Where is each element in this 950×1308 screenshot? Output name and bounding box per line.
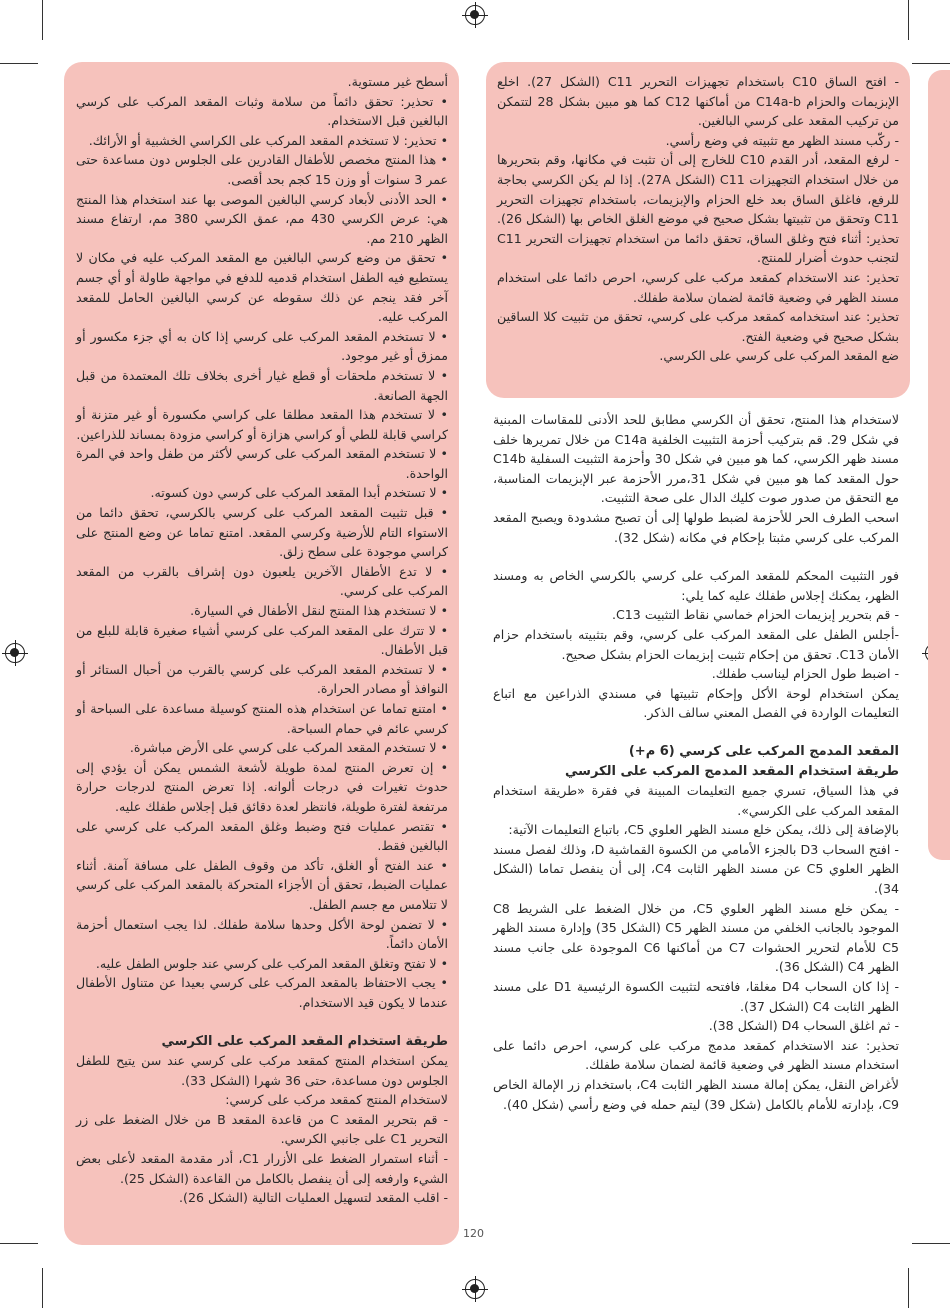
paragraph: يمكن استخدام لوحة الأكل وإحكام تثبيتها في مسندي الذراعين مع اتباع التعليمات الواردة في الفصل المعني سالف الذكر. (493, 685, 899, 721)
paragraph: ضع المقعد المركب على كرسي على الكرسي. (659, 348, 899, 364)
warning-item: • لا تستخدم المقعد المركب على كرسي على الأرض مباشرة. (129, 740, 448, 756)
warning-item: • لا تستخدم المقعد المركب على كرسي بالقرب من أحبال الستائر أو النوافذ أو مصادر الحرارة. (76, 661, 448, 697)
step-item: - لرفع المقعد، أدر القدم C10 للخارج إلى أن تثبت في مكانها، وقم بتحريرها من خلال استخدام التجهيزات C11 (الشكل 27A). إذا لم يكن الكرسي بحاجة للرفع، فاغلق الساق بعد خلع الحزام والإبزيمات، باستخدام تجهيزات التحرير C11 وتحقق من تثبيتها بشكل صحيح في موضع الغلق الخاص بها (الشكل 26). (497, 152, 899, 227)
crop-mark (0, 1243, 38, 1244)
warning-item: • يجب الاحتفاظ بالمقعد المركب على كرسي بعيدا عن متناول الأطفال عندما لا يكون قيد الاستخدام. (76, 975, 448, 1010)
warning-item: • تحذير: لا تستخدم المقعد المركب على الكراسي الخشبية أو الأرائك. (88, 132, 448, 148)
paragraph: لاستخدام هذا المنتج، تحقق أن الكرسي مطابق للحد الأدنى للمقاسات المبنية في شكل 29. قم بتركيب أحزمة التثبيت الخلفية C14a من خلال تمريرها خلف مسند ظهر الكرسي، كما هو مبين في شكل 30 وأحزمة التثبيت السفلية C14b حول المقعد كما هو مبين في شكل 31،مرر الأحزمة عبر الإبزيمات المناسبة، مع التحقق من صدور صوت كليك الدال على صحة التثبيت. (493, 412, 900, 506)
section-subheading: طريقة استخدام المقعد المدمج المركب على الكرسي (565, 763, 899, 779)
warning-item: • لا تستخدم المقعد المركب على كرسي لأكثر من طفل واحد في المرة الواحدة. (76, 446, 448, 481)
step-item: - يمكن خلع مسند الظهر العلوي C5، من خلال الضغط على الشريط C8 الموجود بالجانب الخلفي من مسند الظهر C5 (الشكل 35) وإدارة مسند الظهر C5 للأمام لتحرير الحشوات C7 من أماكنها C6 الموجودة على جانب مسند الظهر C4 (الشكل 36). (493, 900, 899, 975)
crop-mark (912, 63, 950, 64)
warning-item: • لا تترك على المقعد المركب على كرسي أشياء صغيرة قابلة للبلع من قبل الأطفال. (76, 622, 448, 658)
step-item: - قم بتحرير المقعد C من قاعدة المقعد B من خلال الضغط على زر التحرير C1 على جانبي الكرسي. (76, 1111, 448, 1147)
paragraph: يمكن استخدام المنتج كمقعد مركب على كرسي عند سن يتيح للطفل الجلوس دون مساعدة، حتى 36 شهرا (الشكل 33). (76, 1053, 448, 1088)
crop-mark (912, 1243, 950, 1244)
crop-mark (908, 1268, 909, 1308)
warning-item: • عند الفتح أو الغلق، تأكد من وقوف الطفل على مسافة آمنة. أثناء عمليات الضبط، تحقق أن الأجزاء المتحركة بالمقعد المركب على كرسي لا تتلامس مع جسم الطفل. (76, 857, 448, 912)
warning-item: • لا تستخدم أبدا المقعد المركب على كرسي دون كسوته. (150, 485, 448, 501)
right-box-text (497, 72, 899, 394)
right-column (493, 410, 899, 1210)
step-item: - افتح الساق C10 باستخدام تجهيزات التحرير C11 (الشكل 27). اخلع الإبزيمات والحزام C14a-b من أماكنها C12 كما هو مبين بشكل 28 لتتمكن من تركيب المقعد على كرسي البالغين. (497, 74, 900, 129)
warning-item: تحذير: عند الاستخدام كمقعد مدمج مركب على كرسي، احرص دائما على استخدام مسند الظهر في وضعية قائمة لضمان سلامة طفلك. (493, 1037, 899, 1073)
warning-item: • هذا المنتج مخصص للأطفال القادرين على الجلوس دون مساعدة حتى عمر 3 سنوات أو وزن 15 كجم بحد أقصى. (76, 152, 448, 187)
warning-item: • لا تفتح وتغلق المقعد المركب على كرسي عند جلوس الطفل عليه. (95, 955, 448, 971)
warning-item: • امتنع تماما عن استخدام هذه المنتج كوسيلة مساعدة على السباحة أو كرسي عائم في حمام السباحة. (76, 701, 448, 736)
warning-item: • لا تدع الأطفال الآخرين يلعبون دون إشراف بالقرب من المقعد المركب على كرسي. (76, 563, 448, 599)
warning-item: • تحذير: تحقق دائماً من سلامة وثبات المقعد المركب على كرسي البالغين قبل الاستخدام. (76, 93, 448, 129)
step-item: - ثم اغلق السحاب D4 (الشكل 38). (708, 1018, 899, 1034)
step-item: - اقلب المقعد لتسهيل العمليات التالية (الشكل 26). (179, 1190, 448, 1206)
crop-mark (42, 1268, 43, 1308)
paragraph: لأغراض النقل، يمكن إمالة مسند الظهر الثابت C4، باستخدام زر الإمالة الخاص C9، بإدارته للأمام بالكامل (شكل 39) ليتم حمله في وضع رأسي (شكل 40). (493, 1077, 899, 1112)
section-heading: المقعد المدمج المركب على كرسي (6 م+) (628, 743, 899, 759)
crop-mark (908, 0, 909, 40)
crop-mark (42, 0, 43, 40)
step-item: - اضبط طول الحزام ليناسب طفلك. (711, 666, 899, 682)
warning-item: تحذير: عند استخدامه كمقعد مركب على كرسي، تحقق من تثبيت كلا الساقين بشكل صحيح في وضعية الفتح. (497, 309, 899, 344)
step-item: - قم بتحرير إبزيمات الحزام خماسي نقاط التثبيت C13. (611, 607, 899, 623)
warning-item: • الحد الأدنى لأبعاد كرسي البالغين الموصى بها عند استخدام هذا المنتج هي: عرض الكرسي 430 مم، عمق الكرسي 380 مم، ارتفاع مسند الظهر 210 مم. (76, 191, 448, 246)
warning-item: • لا تضمن لوحة الأكل وحدها سلامة طفلك. لذا يجب استعمال أحزمة الأمان دائماً. (76, 916, 448, 952)
registration-mark-icon (5, 643, 25, 663)
registration-mark-icon (465, 1279, 485, 1299)
warning-item: • تقتصر عمليات فتح وضبط وغلق المقعد المركب على كرسي على البالغين فقط. (76, 818, 448, 854)
step-item: - أثناء استمرار الضغط على الأزرار C1، أدر مقدمة المقعد لأعلى بعض الشيء وارفعه إلى أن ينفصل بالكامل من القاعدة (الشكل 25). (76, 1151, 448, 1186)
section-heading: طريقة استخدام المقعد المركب على الكرسي (161, 1033, 448, 1049)
warning-item: • تحقق من وضع كرسي البالغين مع المقعد المركب عليه في مكان لا يستطيع فيه الطفل استخدام قدميه للدفع في مواجهة طاولة أو أي جسم آخر فقد ينجم عن ذلك سقوطه عن كرسي البالغين الحامل للمقعد المركب عليه. (76, 250, 448, 325)
registration-mark-icon (465, 5, 485, 25)
warning-item: • لا تستخدم هذا المقعد مطلقا على كراسي مكسورة أو غير متزنة أو كراسي قابلة للطي أو كراسي هزازة أو كراسي مزودة بمساند للذراعين. (76, 407, 448, 442)
step-item: - إذا كان السحاب D4 مغلقا، فافتحه لتثبيت الكسوة الرئيسية D1 على مسند الظهر الثابت C4 (الشكل 37). (493, 979, 899, 1014)
paragraph: اسحب الطرف الحر للأحزمة لضبط طولها إلى أن تصبح مشدودة ويصبح المقعد المركب على كرسي مثبتا بإحكام في مكانه (شكل 32). (493, 509, 899, 545)
warning-item: تحذير: عند الاستخدام كمقعد مركب على كرسي، احرص دائما على استخدام مسند الظهر في وضعية قائمة لضمان سلامة طفلك. (497, 269, 899, 305)
warning-item: • إن تعرض المنتج لمدة طويلة لأشعة الشمس يمكن أن يؤدي إلى حدوث تغيرات في درجات ألوانه. إذا تعرض المنتج لدرجات حرارة مرتفعة لفترة طويلة، فانتظر لعدة دقائق قبل إجلاس طفلك عليه. (76, 759, 448, 814)
left-column (76, 72, 448, 1242)
side-section-tab (928, 70, 950, 860)
step-item: - افتح السحاب D3 بالجزء الأمامي من الكسوة القماشية D، وذلك لفصل مسند الظهر العلوي C5 عن مسند الظهر الثابت C4، إلى أن ينفصل تماما (الشكل 34). (493, 841, 899, 897)
warning-item: • قبل تثبيت المقعد المركب على كرسي بالكرسي، تحقق دائما من الاستواء التام للأرضية وكرسي المقعد. امتنع تماما عن وضع المنتج على كراسي موجودة على سطح زلق. (76, 505, 448, 560)
paragraph: في هذا السياق، تسري جميع التعليمات المبينة في فقرة «طريقة استخدام المقعد المركب على الكرسي». (493, 783, 899, 818)
warning-item: • لا تستخدم ملحقات أو قطع غيار أخرى بخلاف تلك المعتمدة من قبل الجهة الصانعة. (76, 367, 448, 403)
warning-item: • لا تستخدم هذا المنتج لنقل الأطفال في السيارة. (190, 603, 448, 619)
paragraph: فور التثبيت المحكم للمقعد المركب على كرسي بالكرسي الخاص به ومسند الظهر، يمكنك إجلاس طفلك عليه كما يلي: (493, 568, 899, 603)
crop-mark (0, 63, 38, 64)
paragraph: بالإضافة إلى ذلك، يمكن خلع مسند الظهر العلوي C5، باتباع التعليمات الآتية: (508, 822, 899, 838)
warning-item: تحذير: أثناء فتح وغلق الساق، تحقق دائما من استخدام تجهيزات التحرير C11 لتجنب حدوث أضرار للمنتج. (497, 230, 899, 266)
step-item: -أجلس الطفل على المقعد المركب على كرسي، وقم بتثبيته باستخدام حزام الأمان C13. تحقق من إحكام تثبيت إبزيمات الحزام بشكل صحيح. (493, 626, 899, 662)
warning-item: • لا تستخدم المقعد المركب على كرسي إذا كان به أي جزء مكسور أو ممزق أو غير موجود. (76, 328, 448, 364)
paragraph: لاستخدام المنتج كمقعد مركب على كرسي: (225, 1092, 448, 1108)
text-line: أسطح غير مستوية. (347, 74, 448, 89)
step-item: - ركّب مسند الظهر مع تثبيته في وضع رأسي. (665, 132, 899, 148)
page-number: 120 (463, 1227, 484, 1240)
